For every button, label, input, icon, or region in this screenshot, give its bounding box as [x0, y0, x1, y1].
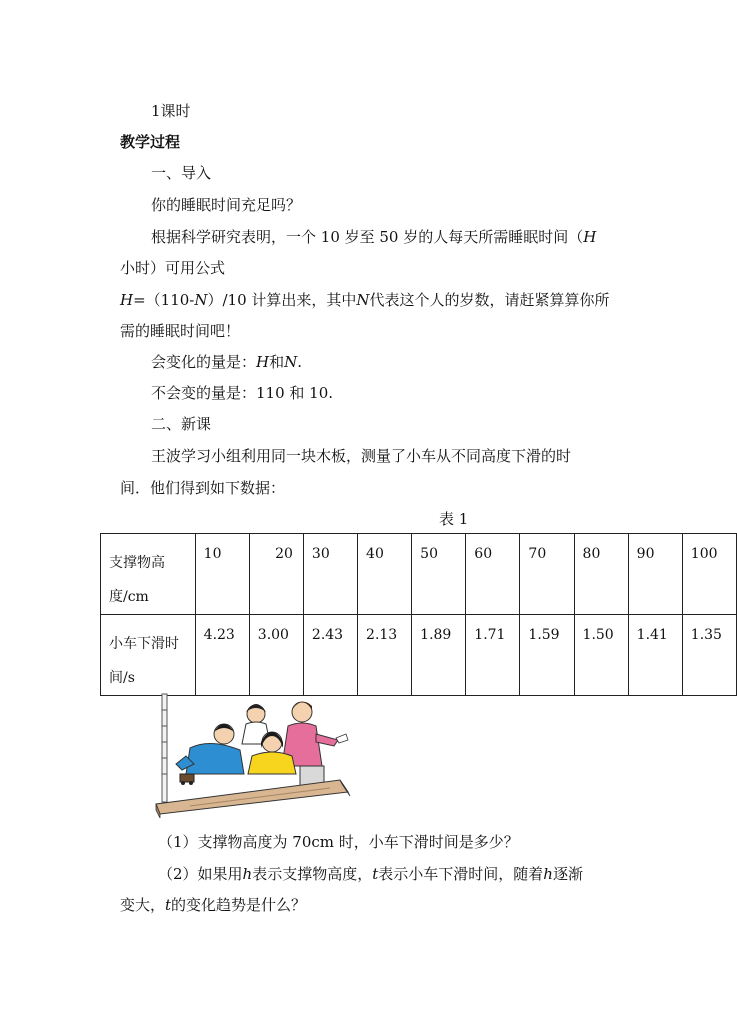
- text-run: 代表这个人的岁数，请赶紧算算你所: [369, 291, 610, 309]
- text-run: 的变化趋势是什么？: [171, 896, 307, 914]
- variable-H: H: [583, 228, 597, 246]
- table-cell: 1.35: [682, 615, 736, 696]
- table-cell: 1.89: [412, 615, 466, 696]
- text-run: 和: [269, 353, 285, 371]
- table-cell: 1.71: [466, 615, 520, 696]
- section-new-lesson-title: 二、新课: [151, 415, 212, 433]
- variable-N: N: [284, 353, 298, 371]
- text-run: 会变化的量是：: [151, 353, 257, 371]
- section-intro-title: 一、导入: [151, 164, 212, 182]
- paragraph-line: [151, 227, 596, 247]
- table-cell: 50: [412, 534, 466, 615]
- students-ramp-illustration: [150, 690, 360, 818]
- text-run: =（110-: [133, 291, 195, 309]
- paragraph-line: 小时）可用公式: [120, 259, 226, 277]
- table-cell: 20: [249, 534, 303, 615]
- variable-N: N: [356, 291, 370, 309]
- paragraph-line: 间．他们得到如下数据：: [120, 479, 286, 497]
- table-cell: 100: [682, 534, 736, 615]
- table-cell: 80: [574, 534, 628, 615]
- table-row-height: [101, 534, 737, 615]
- table-cell: 4.23: [195, 615, 249, 696]
- table-row-time: [101, 615, 737, 696]
- paragraph-line: 王波学习小组利用同一块木板，测量了小车从不同高度下滑的时: [151, 447, 572, 465]
- variable-h: h: [242, 865, 253, 883]
- variable-t: t: [165, 896, 172, 914]
- question-2: [158, 864, 583, 884]
- variable-H: H: [256, 353, 270, 371]
- text-run: 根据科学研究表明，一个 10 岁至 50 岁的人每天所需睡眠时间（: [151, 228, 584, 246]
- variable-h: h: [543, 865, 553, 883]
- table-header-height: 支撑物高度/cm: [101, 534, 196, 615]
- table-header-time: 小车下滑时间/s: [101, 615, 196, 696]
- lesson-label: 1课时: [151, 102, 191, 120]
- changing-quantities: [151, 352, 302, 372]
- table-cell: 60: [466, 534, 520, 615]
- table-caption: 表 1: [439, 510, 469, 528]
- constant-quantities: 不会变的量是：110 和 10.: [151, 384, 334, 402]
- table-cell: 40: [358, 534, 412, 615]
- data-table: [100, 533, 737, 696]
- text-run: 表示小车下滑时间，随着: [378, 865, 544, 883]
- table-cell: 2.13: [358, 615, 412, 696]
- question-2-continued: [120, 895, 306, 915]
- paragraph-line: 需的睡眠时间吧！: [120, 322, 241, 340]
- text-run: 逐渐: [552, 865, 583, 883]
- text-run: 表示支撑物高度，: [252, 865, 373, 883]
- formula-line: [120, 290, 610, 310]
- text-run: （2）如果用: [158, 865, 243, 883]
- table-cell: 90: [628, 534, 682, 615]
- text-run: ）/10 计算出来，其中: [207, 291, 357, 309]
- variable-H: H: [120, 291, 134, 309]
- table-cell: 1.41: [628, 615, 682, 696]
- text-run: .: [297, 353, 303, 371]
- table-cell: 1.59: [520, 615, 574, 696]
- variable-t: t: [372, 865, 379, 883]
- variable-N: N: [194, 291, 208, 309]
- table-cell: 70: [520, 534, 574, 615]
- table-cell: 10: [195, 534, 249, 615]
- section-heading: 教学过程: [120, 133, 181, 151]
- text-run: 变大，: [120, 896, 166, 914]
- question-sleep: 你的睡眠时间充足吗？: [151, 196, 302, 214]
- table-cell: 3.00: [249, 615, 303, 696]
- table-cell: 30: [303, 534, 357, 615]
- table-cell: 2.43: [303, 615, 357, 696]
- table-cell: 1.50: [574, 615, 628, 696]
- question-1: （1）支撑物高度为 70cm 时，小车下滑时间是多少？: [158, 833, 519, 851]
